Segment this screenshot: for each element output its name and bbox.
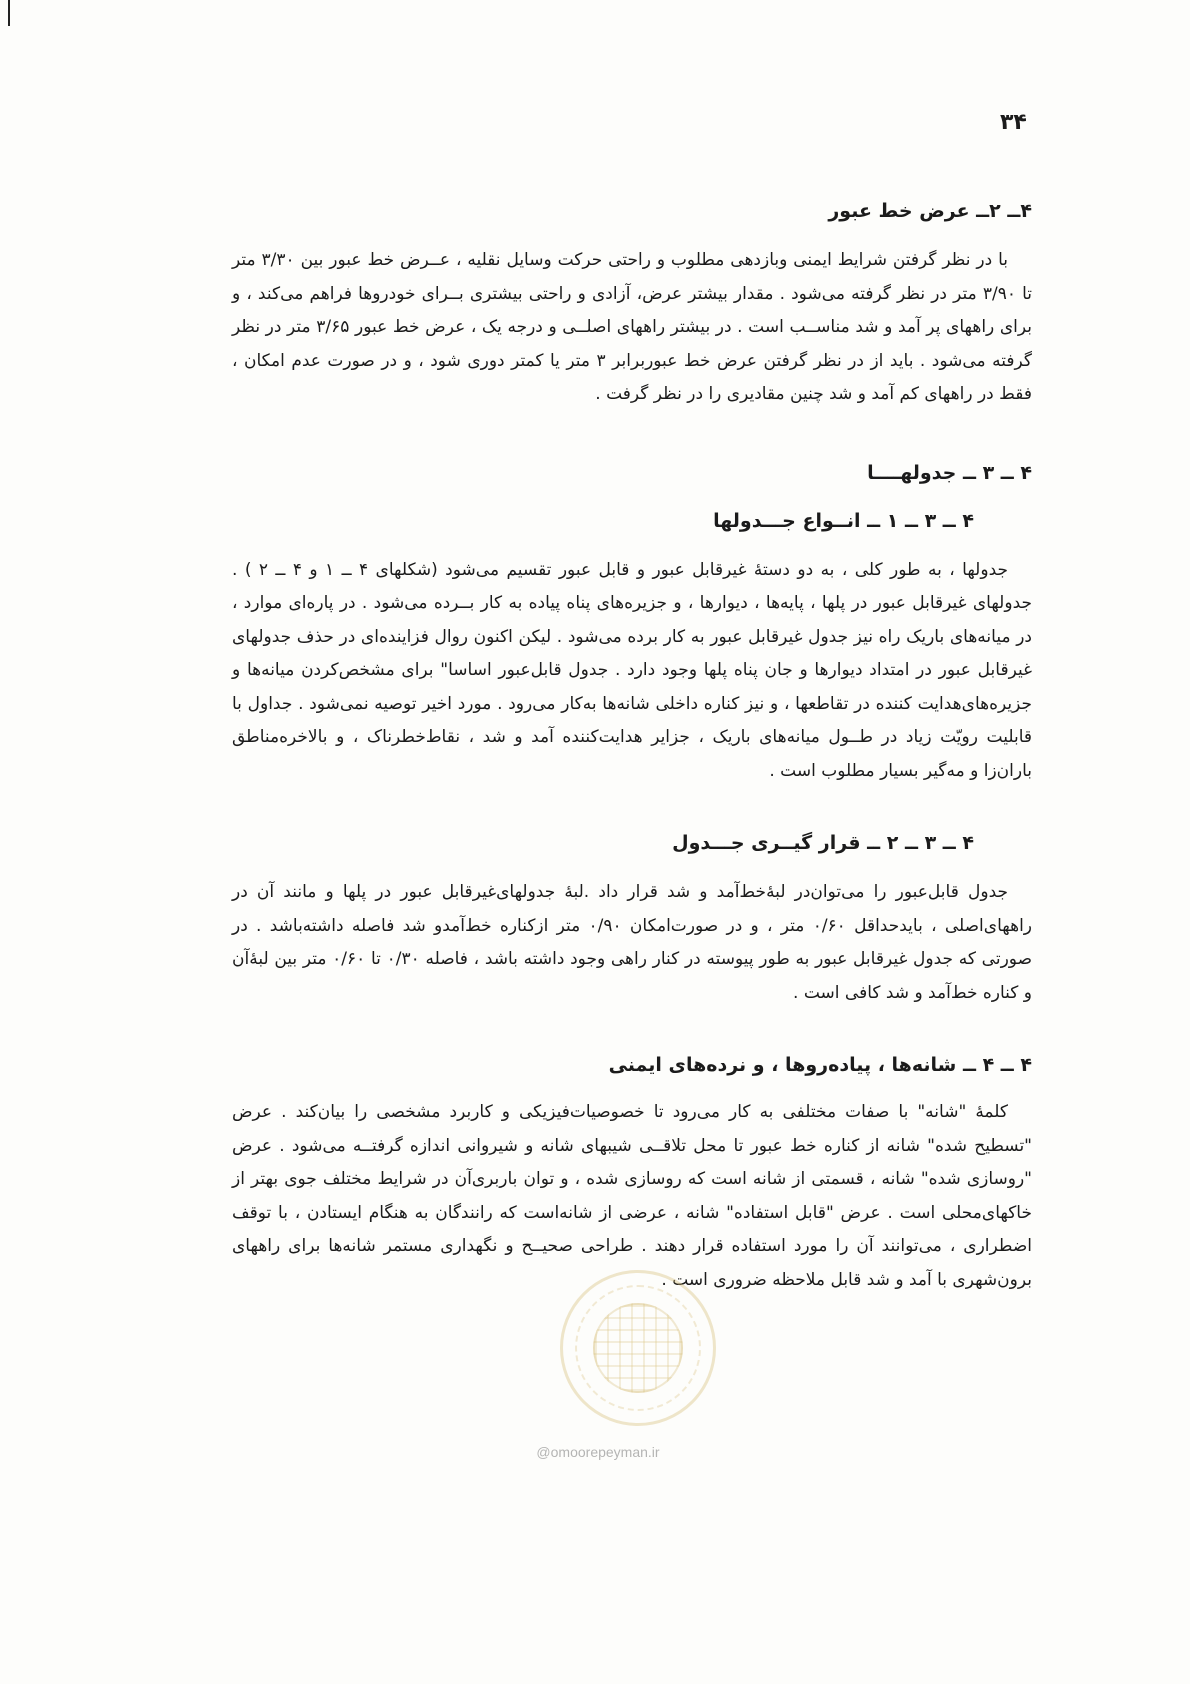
heading-shoulders: ۴ ــ ۴ ــ شانه‌ها ، پیاده‌روها ، و نرده‌های ایمنی [608, 1054, 1032, 1076]
document-body [232, 200, 1032, 1297]
paragraph-curb-types: جدولها ، به طور کلی ، به دو دستهٔ غیرقابل عبور و قابل عبور تقسیم می‌شود (شکلهای ۴ ــ ۱ و ۴ ــ ۲ ) . جدولهای غیرقابل عبور در پلها ، پایه‌ها ، دیوارها ، و جزیره‌های پناه پیاده به کار بــرده می‌شود . در پاره‌ای موارد ، در میانه‌های باریک راه نیز جدول غیرقابل عبور به کار برده می‌شود . لیکن اکنون روال فزاینده‌ای در حذف جدولهای غیرقابل عبور در امتداد دیوارها و جان پناه پلها وجود دارد . جدول قابل‌عبور اساسا" برای مشخص‌کردن میانه‌ها و جزیره‌های‌هدایت کننده در تقاطعها ، و نیز کناره داخلی شانه‌ها به‌کار می‌رود . مورد اخیر توصیه نمی‌شود . جداول با قابلیت رویّت زیاد در طــول میانه‌های باریک ، جزایر هدایت‌کننده آمد و شد ، نقاط‌خطرناک ، و بالاخره‌مناطق باران‌زا و مه‌گیر بسیار مطلوب است . [232, 559, 1032, 781]
paragraph-shoulders: کلمهٔ "شانه" با صفات مختلفی به کار می‌رود تا خصوصیات‌فیزیکی و کاربرد مشخصی را بیان‌کند . عرض "تسطیح شده" شانه از کناره خط عبور تا محل تلاقــی شیبهای شانه و شیروانی اندازه گرفتــه می‌شود . عرض "روسازی شده" شانه ، قسمتی از شانه است که روسازی شده ، و توان باربری‌آن در شرایط مختلف جوی بهتر از خاکهای‌محلی است . عرض "قابل استفاده" شانه ، عرضی از شانه‌است که رانندگان به هنگام ایستادن ، با توقف اضطراری ، می‌توانند آن را مورد استفاده قرار دهند . طراحی صحیــح و نگهداری مستمر شانه‌ها برای راههای برون‌شهری با آمد و شد قابل ملاحظه ضروری است . [232, 1102, 1032, 1290]
page-edge-mark [8, 0, 10, 26]
seal-grid-decoration [593, 1303, 683, 1393]
heading-curbs: ۴ ــ ۳ ــ جدولهــــا [867, 461, 1032, 484]
seal-ring-decoration [575, 1285, 701, 1411]
page-number: ۳۴ [1000, 110, 1027, 135]
heading-curb-placement: ۴ ــ ۳ ــ ۲ ــ قرار گیــری جـــدول [672, 832, 974, 854]
paragraph-curb-placement: جدول قابل‌عبور را می‌توان‌در لبهٔ‌خط‌آمد و شد قرار داد .لبهٔ جدولهای‌غیرقابل عبور در پلها و مانند آن در راههای‌اصلی ، باید‌حداقل ۰/۶۰ متر ، و در صورت‌امکان ۰/۹۰ متر از‌کناره خط‌آمدو شد فاصله داشته‌باشد . در صورتی که جدول غیرقابل عبور به طور پیوسته در کنار راهی وجود داشته باشد ، فاصله ۰/۳۰ تا ۰/۶۰ متر بین لبهٔ‌آن و کناره خط‌آمد و شد کافی است . [232, 882, 1033, 1003]
watermark-url: @omoorepeyman.ir [536, 1444, 660, 1460]
paragraph-lane-width: با در نظر گرفتن شرایط ایمنی وبازدهی مطلوب و راحتی حرکت وسایل نقلیه ، عــرض خط عبور بین ۳/۳۰ متر تا ۳/۹۰ متر در نظر گرفته می‌شود . مقدار بیشتر عرض، آزادی و راحتی بیشتری بــرای خودروها فراهم می‌کند ، و برای راههای پر آمد و شد مناســب است . در بیشتر راههای اصلــی و درجه یک ، عرض خط عبور ۳/۶۵ متر در نظر گرفته می‌شود . باید از در نظر گرفتن عرض خط عبوربرابر ۳ متر یا کمتر دوری شود ، و در صورت عدم امکان ، فقط در راههای کم آمد و شد چنین مقادیری را در نظر گرفت . [232, 250, 1032, 404]
heading-curb-types: ۴ ــ ۳ ــ ۱ ــ انــواع جـــدولها [713, 509, 974, 532]
heading-lane-width: ۴ــ ۲ــ عرض خط عبور [828, 200, 1032, 222]
